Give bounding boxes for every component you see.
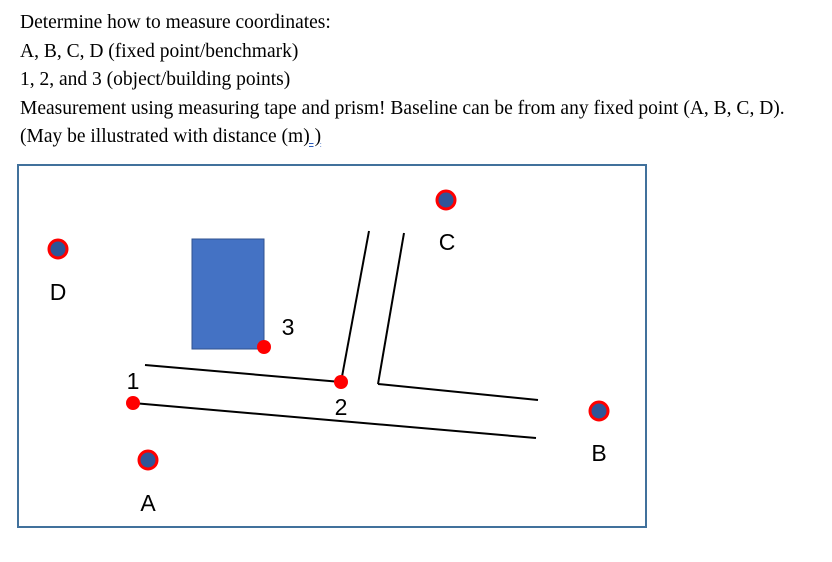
instruction-line-4-tail: ) ) <box>303 126 322 147</box>
instruction-line-2: A, B, C, D (fixed point/benchmark) <box>20 40 299 62</box>
object-point-2 <box>334 375 348 420</box>
benchmark-c-marker <box>437 191 455 209</box>
benchmark-b-marker <box>590 402 608 420</box>
object-point-3-marker <box>257 340 271 354</box>
benchmark-b-label: B <box>591 440 607 466</box>
benchmark-c-label: C <box>438 229 456 255</box>
object-point-3-label: 3 <box>281 314 295 340</box>
instruction-line-1: Determine how to measure coordinates: <box>20 12 331 33</box>
benchmark-d-label: D <box>49 279 67 305</box>
building-rect <box>192 239 264 349</box>
benchmark-a-label: A <box>140 490 156 516</box>
object-point-1 <box>126 368 140 410</box>
object-point-1-label: 1 <box>126 368 140 394</box>
instruction-line-4-main: Measurement using measuring tape and prism! Baseline can be from any fixed point (A, B, C, D). (May be illustrated with distance (m <box>20 97 785 147</box>
object-point-2-label: 2 <box>334 394 348 420</box>
object-point-2-marker <box>334 375 348 389</box>
benchmark-a-marker <box>139 451 157 469</box>
object-point-1-marker <box>126 396 140 410</box>
diagram-frame <box>18 165 646 527</box>
instruction-line-3: 1, 2, and 3 (object/building points) <box>20 69 291 90</box>
benchmark-d-marker <box>49 240 67 258</box>
